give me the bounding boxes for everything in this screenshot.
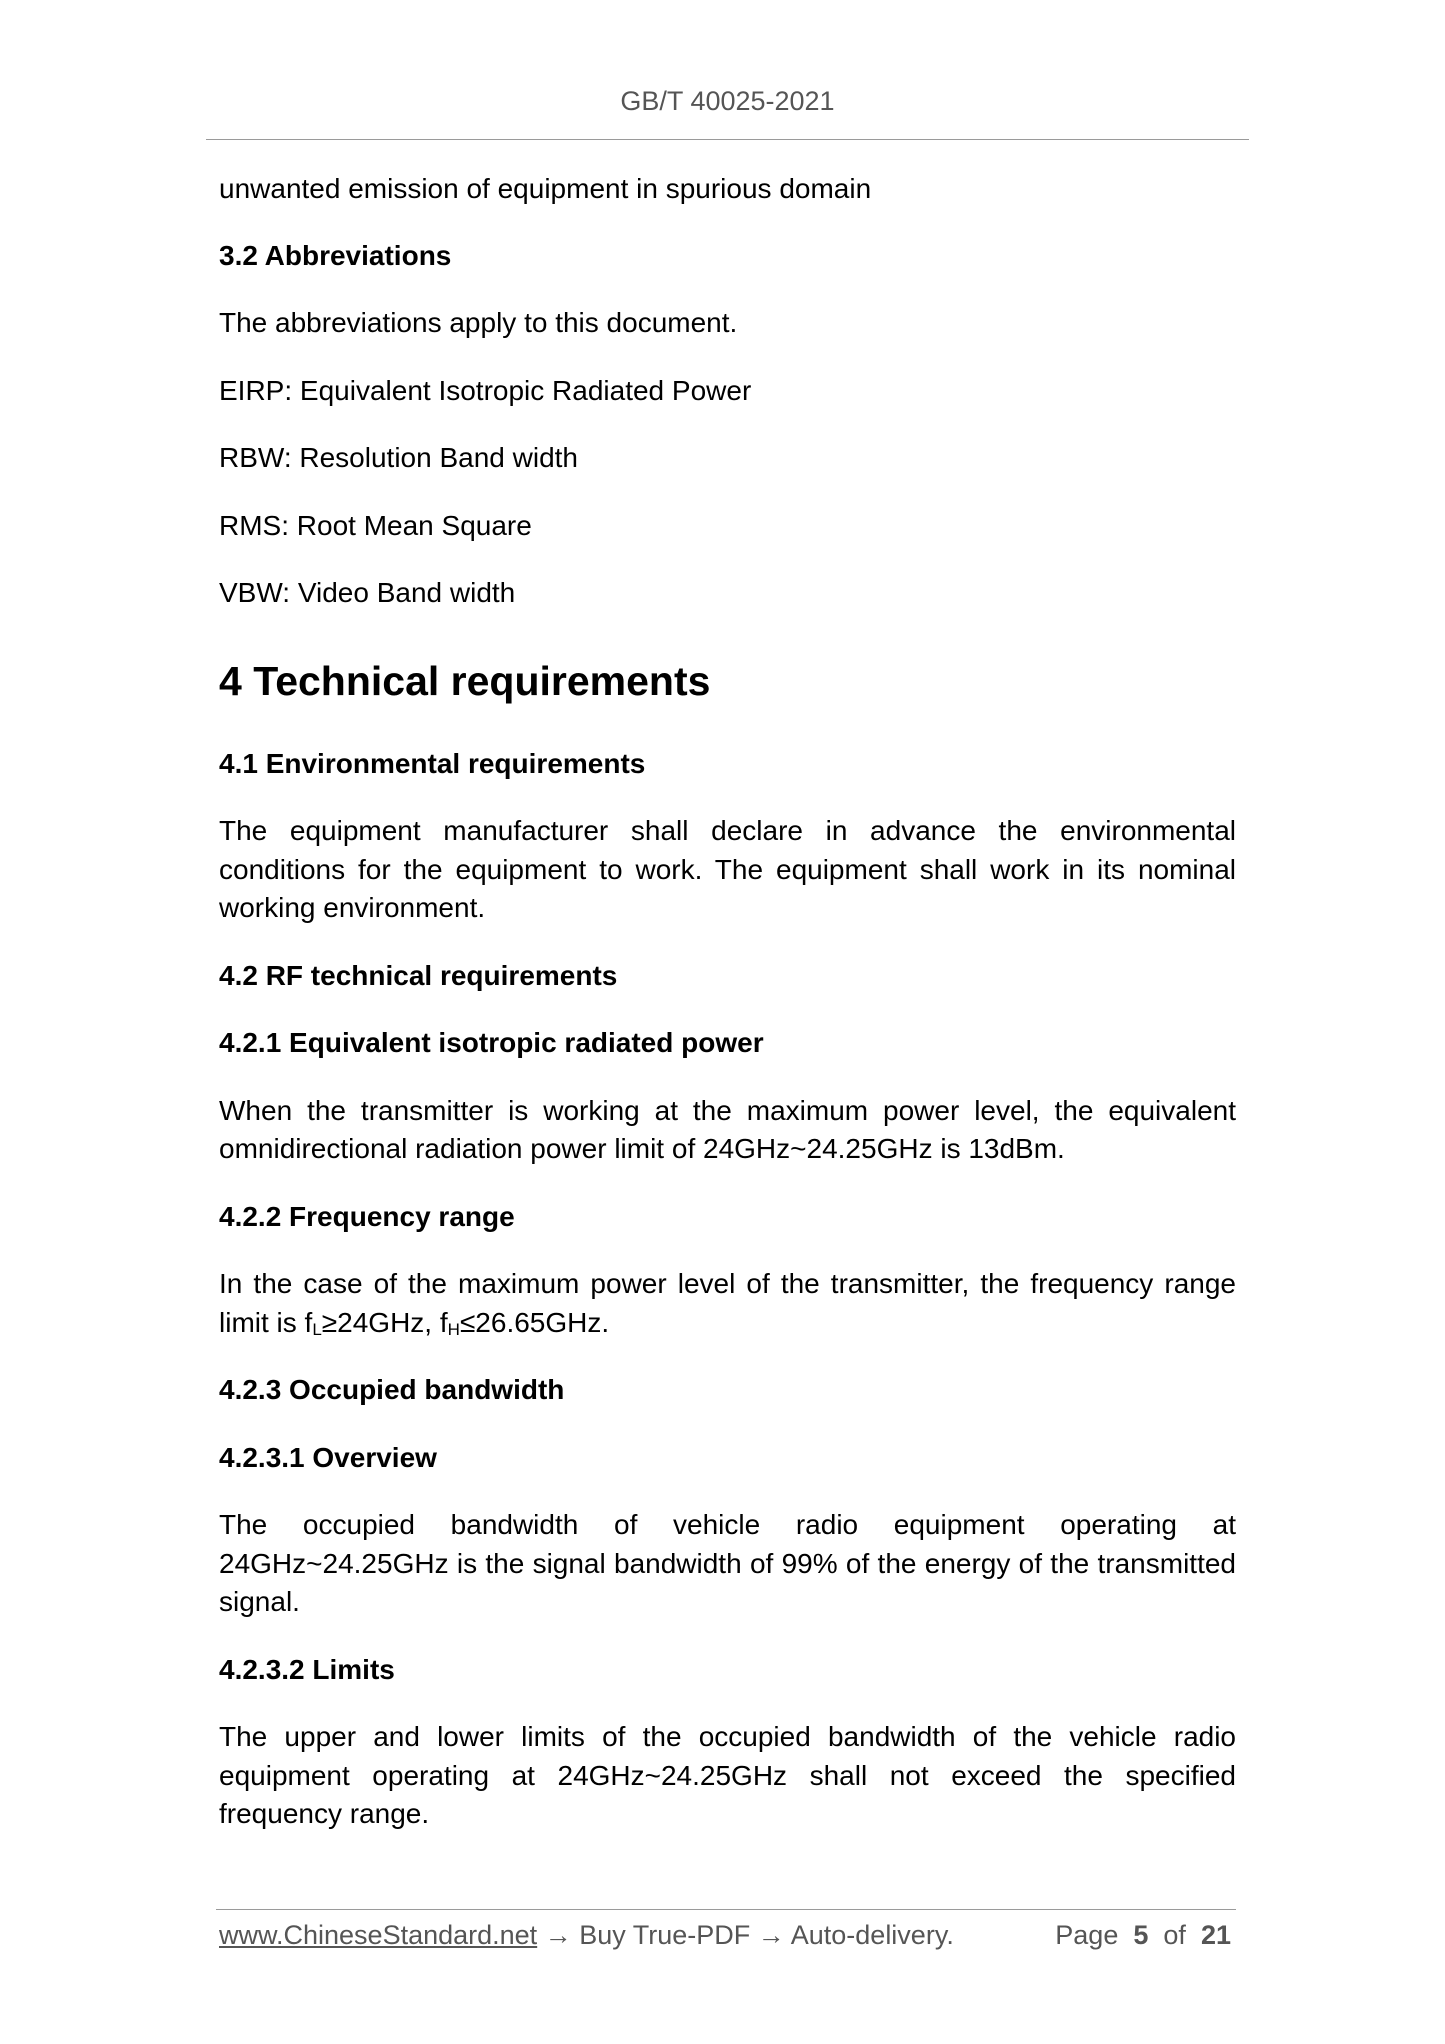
website-link[interactable]: www.ChineseStandard.net [219,1920,538,1950]
page-label: Page [1055,1920,1119,1950]
abbreviation-item: RBW: Resolution Band width [219,442,578,473]
section-4-1-text: The equipment manufacturer shall declare in advance the environmental conditions for the equipment to work. The equipment shall work in its nominal working environment. [219,815,1236,923]
subscript-low: L [312,1319,322,1339]
abbreviations-intro: The abbreviations apply to this document. [219,307,738,338]
section-4-heading: 4 Technical requirements [219,657,711,704]
section-4-2-2-heading: 4.2.2 Frequency range [219,1200,515,1232]
page-total: 21 [1200,1920,1231,1950]
abbreviation-item: EIRP: Equivalent Isotropic Radiated Power [219,374,752,406]
page-footer [219,1920,1231,1960]
section-4-2-3-1-text: The occupied bandwidth of vehicle radio equipment operating at 24GHz~24.25GHz is the signal bandwidth of 99% of the energy of the transmitted signal. [219,1509,1236,1617]
section-4-2-3-2-text: The upper and lower limits of the occupied bandwidth of the vehicle radio equipment operating at 24GHz~24.25GHz shall not exceed the specified frequency range. [219,1721,1236,1829]
section-4-2-1-text: When the transmitter is working at the maximum power level, the equivalent omnidirectional radiation power limit of 24GHz~24.25GHz is 13dBm. [219,1094,1236,1164]
document-body [219,170,1236,1834]
subscript-high: H [447,1319,460,1339]
section-4-2-1-heading: 4.2.1 Equivalent isotropic radiated power [219,1027,764,1058]
frequency-text-part: In the case of the maximum power level of the transmitter, the frequency range limit is f [219,1268,1236,1338]
page-header: GB/T 40025-2021 [620,86,835,116]
page-of: of [1163,1920,1186,1950]
abbreviation-item: VBW: Video Band width [219,577,516,608]
page-current: 5 [1133,1920,1149,1950]
footer-left [219,1920,954,1951]
section-4-2-2-text [219,1265,1236,1342]
section-4-2-3-2-heading: 4.2.3.2 Limits [219,1653,395,1685]
intro-line: unwanted emission of equipment in spurious domain [219,173,872,204]
header-divider [206,139,1249,140]
section-4-2-3-1-heading: 4.2.3.1 Overview [219,1441,437,1473]
footer-divider [216,1909,1236,1910]
section-4-1-heading: 4.1 Environmental requirements [219,747,646,779]
section-4-2-heading: 4.2 RF technical requirements [219,959,618,991]
page-number [1055,1920,1231,1951]
abbreviation-item: RMS: Root Mean Square [219,509,532,541]
section-4-2-3-heading: 4.2.3 Occupied bandwidth [219,1374,565,1405]
frequency-text-part: ≤26.65GHz. [459,1306,610,1338]
frequency-text-part: ≥24GHz, f [321,1306,448,1338]
section-3-2-heading: 3.2 Abbreviations [219,239,452,271]
footer-tagline: → Buy True-PDF → Auto-delivery. [537,1920,954,1950]
